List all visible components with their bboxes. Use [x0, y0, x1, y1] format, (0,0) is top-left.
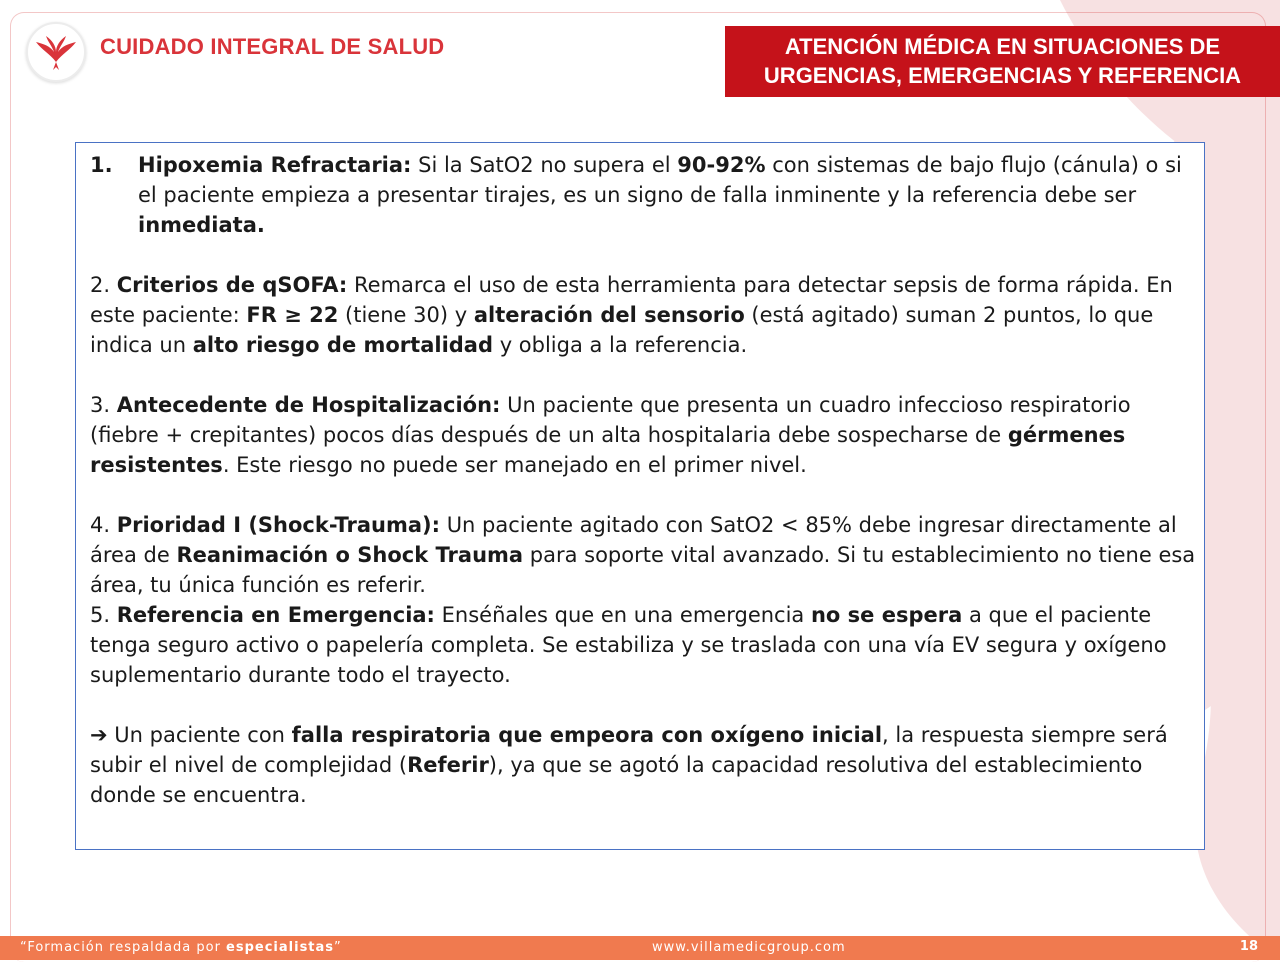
item-emphasis: alteración del sensorio [473, 303, 745, 327]
section-banner [725, 26, 1280, 97]
item-number: 4. [90, 513, 117, 537]
item-text: Enséñales que en una emergencia [434, 603, 811, 627]
item-text: y obliga a la referencia. [493, 333, 748, 357]
item-emphasis: gérmenes resistentes [90, 423, 1126, 477]
list-item-1 [90, 150, 1204, 240]
list-item-5 [90, 600, 1204, 690]
item-text: con sistemas de bajo flujo (cánula) o si el paciente empieza a presentar tirajes, es un signo de falla inminente y la referencia debe ser [138, 153, 1182, 207]
list-item-2 [90, 270, 1204, 360]
page-number: 18 [1239, 939, 1258, 954]
phoenix-logo-icon [28, 24, 84, 80]
banner-line-1: ATENCIÓN MÉDICA EN SITUACIONES DE [784, 34, 1221, 59]
item-emphasis: Reanimación o Shock Trauma [176, 543, 524, 567]
banner-line-2: URGENCIAS, EMERGENCIAS Y REFERENCIA [763, 63, 1242, 88]
list-item-3 [90, 390, 1204, 480]
arrow-right-icon: ➔ [90, 723, 115, 747]
item-emphasis: 90-92% [677, 153, 766, 177]
item-emphasis: inmediata. [138, 213, 265, 237]
content-box [75, 142, 1205, 850]
item-text: Remarca el uso de esta herramienta para detectar sepsis de forma rápida. En este paciente: [90, 273, 1173, 327]
conclusion [90, 720, 1204, 810]
item-emphasis: Referir [407, 753, 489, 777]
list-item-4 [90, 510, 1204, 600]
item-text: (está agitado) suman 2 puntos, lo que indica un [90, 303, 1154, 357]
item-text: . Este riesgo no puede ser manejado en el primer nivel. [222, 453, 807, 477]
item-title: Referencia en Emergencia: [116, 603, 435, 627]
item-number: 2. [90, 273, 117, 297]
item-text: a que el paciente tenga seguro activo o papelería completa. Se estabiliza y se traslada con una vía EV segura y oxígeno suplementario durante todo el trayecto. [90, 603, 1167, 687]
item-title: Hipoxemia Refractaria: [138, 153, 412, 177]
item-text: (tiene 30) y [338, 303, 474, 327]
item-title: Prioridad I (Shock-Trauma): [116, 513, 441, 537]
item-emphasis: alto riesgo de mortalidad [192, 333, 494, 357]
item-text: Un paciente agitado con SatO2 < 85% debe ingresar directamente al área de [90, 513, 1177, 567]
item-text: Un paciente que presenta un cuadro infeccioso respiratorio (fiebre + crepitantes) pocos días después de un alta hospitalaria debe sospecharse de [90, 393, 1131, 447]
item-emphasis: FR ≥ 22 [246, 303, 339, 327]
tagline-text: ” [334, 940, 342, 955]
item-number: 3. [90, 393, 117, 417]
footer-tagline [20, 940, 342, 955]
item-text: Si la SatO2 no supera el [411, 153, 678, 177]
item-text: para soporte vital avanzado. Si tu establecimiento no tiene esa área, tu única función es referir. [90, 543, 1196, 597]
item-text: ), ya que se agotó la capacidad resolutiva del establecimiento donde se encuentra. [90, 753, 1143, 807]
tagline-emphasis: especialistas [226, 940, 335, 955]
company-logo [26, 22, 86, 82]
brand-title: CUIDADO INTEGRAL DE SALUD [100, 34, 445, 59]
item-emphasis: falla respiratoria que empeora con oxígeno inicial [291, 723, 883, 747]
tagline-text: “Formación respaldada por [20, 940, 227, 955]
item-text: Un paciente con [114, 723, 292, 747]
item-number: 1. [90, 153, 113, 177]
item-emphasis: no se espera [810, 603, 963, 627]
footer-bar [0, 936, 1280, 960]
item-number: 5. [90, 603, 117, 627]
item-title: Antecedente de Hospitalización: [116, 393, 501, 417]
item-title: Criterios de qSOFA: [116, 273, 348, 297]
item-text: , la respuesta siempre será subir el nivel de complejidad ( [90, 723, 1168, 777]
footer-url[interactable]: www.villamedicgroup.com [652, 940, 846, 955]
